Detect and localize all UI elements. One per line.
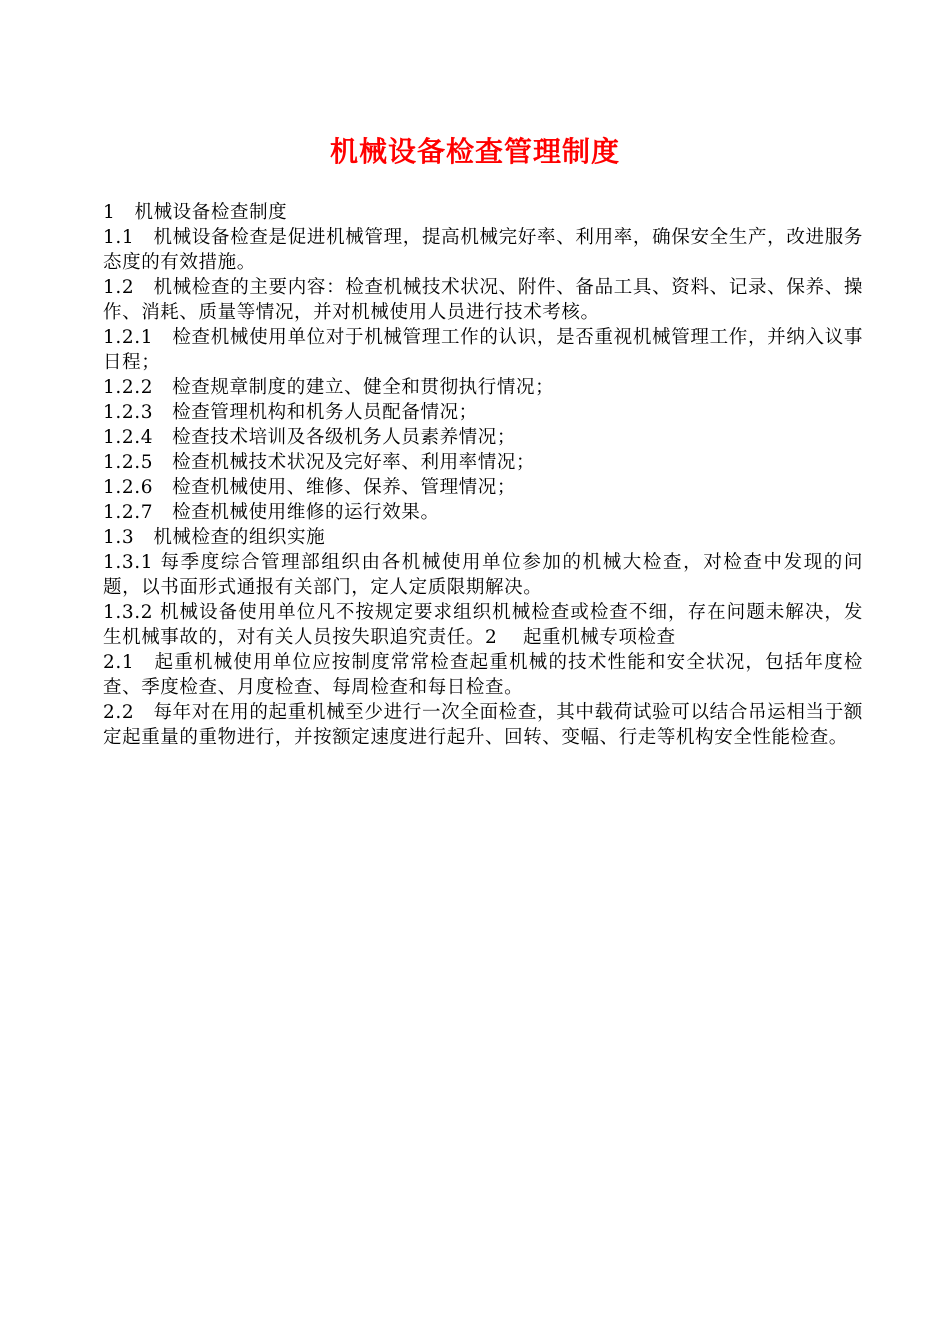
paragraph: 1.3.2 机械设备使用单位凡不按规定要求组织机械检查或检查不细，存在问题未解决，发生机械事故的，对有关人员按失职追究责任。2 起重机械专项检查 (103, 602, 863, 648)
paragraph: 1.2.3 检查管理机构和机务人员配备情况； (103, 402, 478, 423)
paragraph: 1.2.4 检查技术培训及各级机务人员素养情况； (103, 427, 516, 448)
paragraph: 1.2 机械检查的主要内容：检查机械技术状况、附件、备品工具、资料、记录、保养、操作、消耗、质量等情况，并对机械使用人员进行技术考核。 (103, 277, 863, 323)
document-title: 机械设备检查管理制度 (329, 135, 620, 168)
document-body (103, 200, 863, 750)
paragraph: 1.2.1 检查机械使用单位对于机械管理工作的认识，是否重视机械管理工作，并纳入议事日程； (103, 327, 863, 373)
paragraph: 1.2.6 检查机械使用、维修、保养、管理情况； (103, 477, 516, 498)
paragraph: 1.3 机械检查的组织实施 (103, 527, 326, 548)
paragraph: 2.2 每年对在用的起重机械至少进行一次全面检查，其中载荷试验可以结合吊运相当于额定起重量的重物进行，并按额定速度进行起升、回转、变幅、行走等机构安全性能检查。 (103, 702, 863, 748)
paragraph: 1 机械设备检查制度 (103, 202, 288, 223)
paragraph: 2.1 起重机械使用单位应按制度常常检查起重机械的技术性能和安全状况，包括年度检查、季度检查、月度检查、每周检查和每日检查。 (103, 652, 863, 698)
paragraph: 1.2.2 检查规章制度的建立、健全和贯彻执行情况； (103, 377, 555, 398)
paragraph: 1.2.5 检查机械技术状况及完好率、利用率情况； (103, 452, 536, 473)
paragraph: 1.1 机械设备检查是促进机械管理，提高机械完好率、利用率，确保安全生产，改进服务态度的有效措施。 (103, 227, 863, 273)
paragraph: 1.2.7 检查机械使用维修的运行效果。 (103, 502, 440, 523)
paragraph: 1.3.1 每季度综合管理部组织由各机械使用单位参加的机械大检查，对检查中发现的问题，以书面形式通报有关部门，定人定质限期解决。 (103, 552, 863, 598)
